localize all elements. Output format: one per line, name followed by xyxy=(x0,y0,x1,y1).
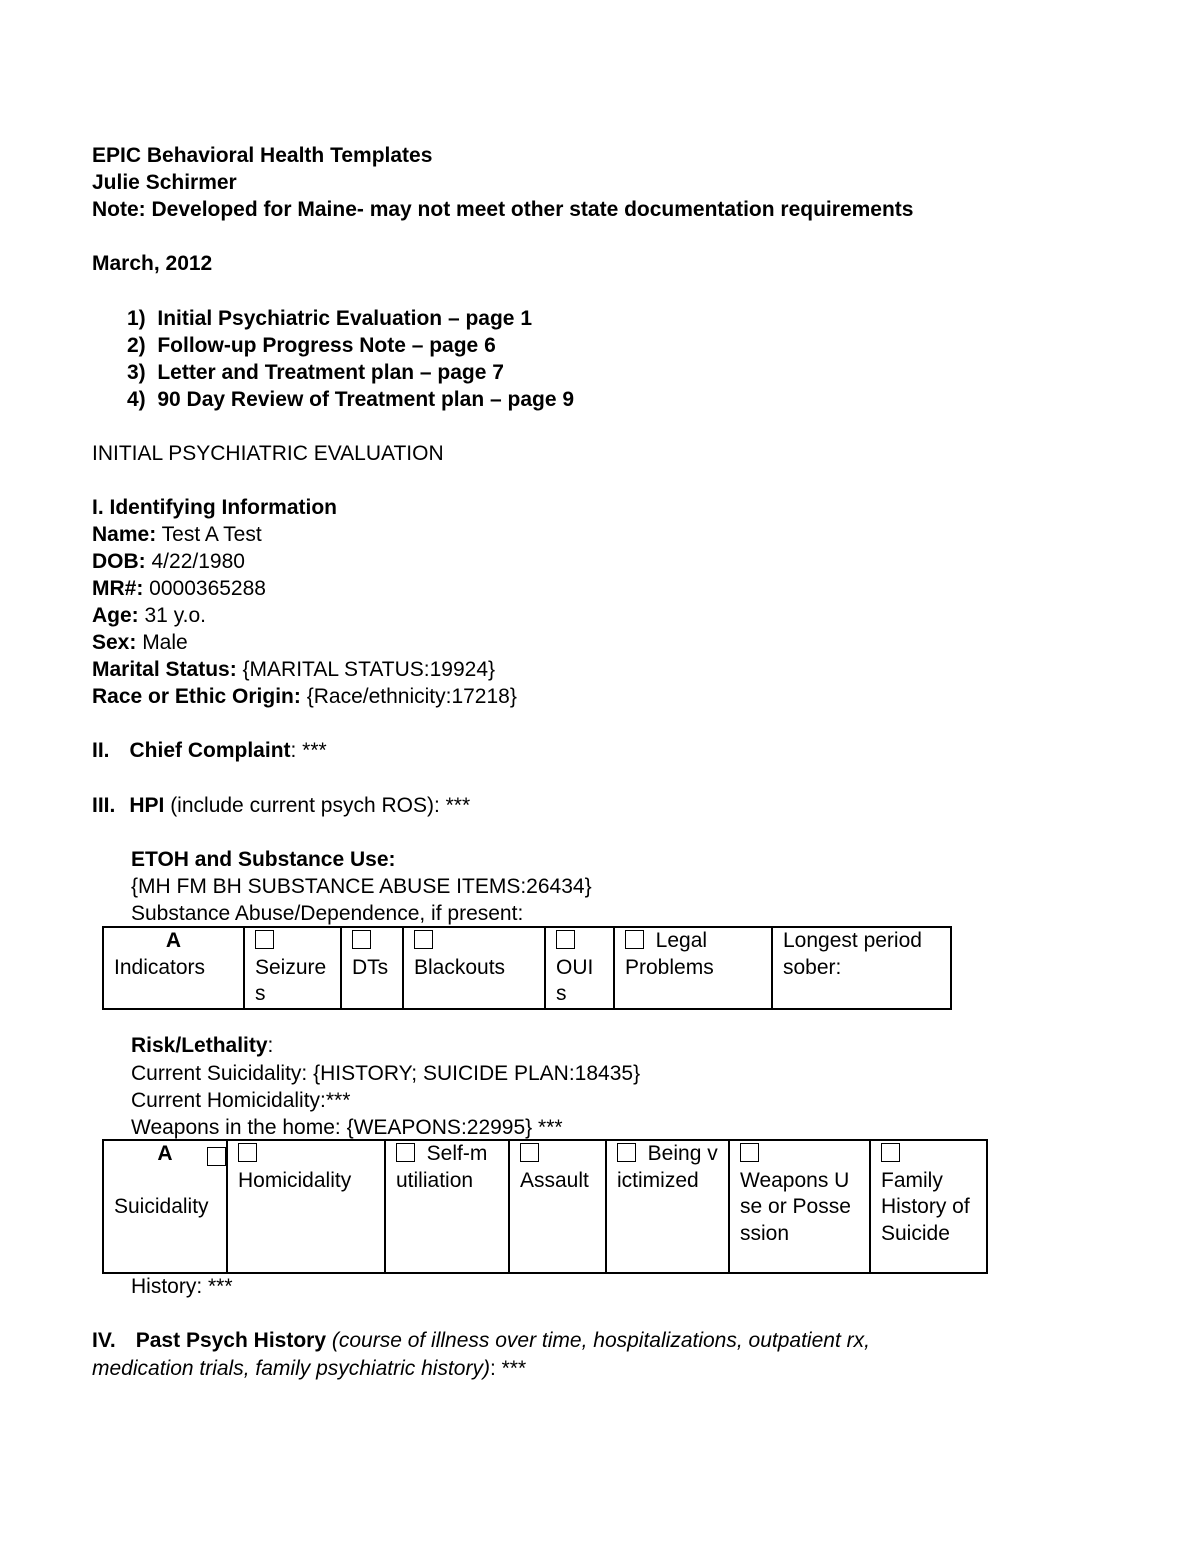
toc-item xyxy=(127,386,574,413)
blackouts-label: Blackouts xyxy=(414,955,506,979)
past-psych-tail: : *** xyxy=(489,1357,527,1380)
table-cell xyxy=(244,927,341,1009)
table-cell xyxy=(545,927,614,1009)
section-value: : *** xyxy=(290,739,327,762)
homicidality-checkbox[interactable] xyxy=(238,1143,257,1162)
table-cell xyxy=(614,927,772,1009)
toc-number: 3) xyxy=(127,361,146,384)
toc-item xyxy=(127,359,504,386)
field-value: 0000365288 xyxy=(143,577,266,600)
field-age xyxy=(92,602,206,629)
document-title: EPIC Behavioral Health Templates xyxy=(92,144,433,167)
document-date: March, 2012 xyxy=(92,252,213,275)
section-label: Chief Complaint xyxy=(129,739,291,762)
weapons-label: Weapons Use or Possession xyxy=(740,1168,851,1245)
risk-heading-line xyxy=(131,1032,273,1059)
suicidality-label: Suicidality xyxy=(114,1195,209,1218)
section-title: INITIAL PSYCHIATRIC EVALUATION xyxy=(92,442,444,465)
risk-indicators-table xyxy=(102,1139,988,1274)
risk-a-label: A xyxy=(157,1142,173,1165)
hpi-line xyxy=(92,792,470,819)
table-cell xyxy=(341,927,403,1009)
field-label: Age: xyxy=(92,604,139,627)
field-value: {Race/ethnicity:17218} xyxy=(300,685,517,708)
homicidality-label: Homicidality xyxy=(238,1168,352,1192)
table-cell xyxy=(509,1140,606,1273)
ouis-checkbox[interactable] xyxy=(556,930,575,949)
field-label: Marital Status: xyxy=(92,658,237,681)
field-value: 4/22/1980 xyxy=(145,550,245,573)
toc-text: Initial Psychiatric Evaluation – page 1 xyxy=(157,307,532,330)
section-label: HPI xyxy=(129,794,165,817)
family-history-label: Family History of Suicide xyxy=(881,1168,970,1245)
field-value: Male xyxy=(136,631,188,654)
self-mutilation-label: Self-mutiliation xyxy=(396,1142,488,1192)
document-note: Note: Developed for Maine- may not meet other state documentation requirements xyxy=(92,198,914,221)
table-cell xyxy=(729,1140,870,1273)
toc-item xyxy=(127,305,532,332)
table-row xyxy=(103,927,951,1009)
field-sex xyxy=(92,629,188,656)
toc-number: 4) xyxy=(127,388,146,411)
table-cell xyxy=(772,927,951,1009)
toc-number: 2) xyxy=(127,334,146,357)
substance-indicators-table xyxy=(102,926,952,1010)
field-label: DOB: xyxy=(92,550,146,573)
legal-problems-label: Legal Problems xyxy=(625,929,714,979)
homicidality-line: Current Homicidality:*** xyxy=(131,1089,351,1112)
table-cell xyxy=(870,1140,987,1273)
seizures-label: Seizures xyxy=(255,955,327,1005)
table-row xyxy=(103,1140,987,1273)
legal-problems-checkbox[interactable] xyxy=(625,930,644,949)
assault-label: Assault xyxy=(520,1168,589,1192)
toc-number: 1) xyxy=(127,307,146,330)
table-cell xyxy=(103,927,244,1009)
field-value: {MARITAL STATUS:19924} xyxy=(236,658,496,681)
toc-text: Letter and Treatment plan – page 7 xyxy=(157,361,504,384)
section-number: II. xyxy=(92,739,110,762)
toc-text: 90 Day Review of Treatment plan – page 9 xyxy=(157,388,575,411)
ouis-label: OUIs xyxy=(556,955,594,1005)
field-race xyxy=(92,683,517,710)
section-number: III. xyxy=(92,794,116,817)
table-cell xyxy=(403,927,545,1009)
assault-checkbox[interactable] xyxy=(520,1143,539,1162)
substance-heading: ETOH and Substance Use: xyxy=(131,848,396,871)
field-label: Sex: xyxy=(92,631,137,654)
indicator-a-label: A xyxy=(165,929,182,952)
chief-complaint-line xyxy=(92,737,327,764)
field-value: Test A Test xyxy=(156,523,262,546)
table-cell xyxy=(606,1140,729,1273)
field-label: Name: xyxy=(92,523,157,546)
indicators-label: Indicators xyxy=(114,955,206,979)
risk-heading-suffix: : xyxy=(267,1034,274,1057)
field-mrn xyxy=(92,575,266,602)
past-psych-description-2: medication trials, family psychiatric history) xyxy=(92,1357,490,1380)
table-cell xyxy=(385,1140,509,1273)
being-victimized-label: Being victimized xyxy=(617,1142,718,1192)
past-psych-line xyxy=(92,1327,870,1354)
toc-item xyxy=(127,332,496,359)
substance-abuse-line: Substance Abuse/Dependence, if present: xyxy=(131,902,524,925)
field-name xyxy=(92,521,262,548)
table-cell xyxy=(227,1140,385,1273)
history-line: History: *** xyxy=(131,1275,233,1298)
past-psych-line-2 xyxy=(92,1355,526,1382)
section-value: (include current psych ROS): *** xyxy=(164,794,471,817)
identifying-heading: I. Identifying Information xyxy=(92,496,337,519)
table-cell xyxy=(103,1140,227,1273)
suicidality-checkbox[interactable] xyxy=(207,1147,226,1166)
being-victimized-checkbox[interactable] xyxy=(617,1143,636,1162)
section-label: Past Psych History xyxy=(135,1329,327,1352)
field-label: MR#: xyxy=(92,577,144,600)
suicidality-line: Current Suicidality: {HISTORY; SUICIDE PLAN:18435} xyxy=(131,1062,641,1085)
dts-label: DTs xyxy=(352,955,389,979)
field-value: 31 y.o. xyxy=(138,604,206,627)
substance-items-line: {MH FM BH SUBSTANCE ABUSE ITEMS:26434} xyxy=(131,875,592,898)
longest-sober-label: Longest period sober: xyxy=(783,929,922,979)
risk-heading: Risk/Lethality xyxy=(131,1034,268,1057)
toc-text: Follow-up Progress Note – page 6 xyxy=(157,334,496,357)
field-label: Race or Ethic Origin: xyxy=(92,685,301,708)
section-number: IV. xyxy=(92,1329,116,1352)
seizures-checkbox[interactable] xyxy=(255,930,274,949)
field-dob xyxy=(92,548,245,575)
field-marital-status xyxy=(92,656,495,683)
blackouts-checkbox[interactable] xyxy=(414,930,433,949)
weapons-checkbox[interactable] xyxy=(740,1143,759,1162)
author-name: Julie Schirmer xyxy=(92,171,237,194)
past-psych-description: (course of illness over time, hospitalizations, outpatient rx, xyxy=(326,1329,870,1352)
self-mutilation-checkbox[interactable] xyxy=(396,1143,415,1162)
family-history-checkbox[interactable] xyxy=(881,1143,900,1162)
dts-checkbox[interactable] xyxy=(352,930,371,949)
weapons-line: Weapons in the home: {WEAPONS:22995} *** xyxy=(131,1116,563,1139)
